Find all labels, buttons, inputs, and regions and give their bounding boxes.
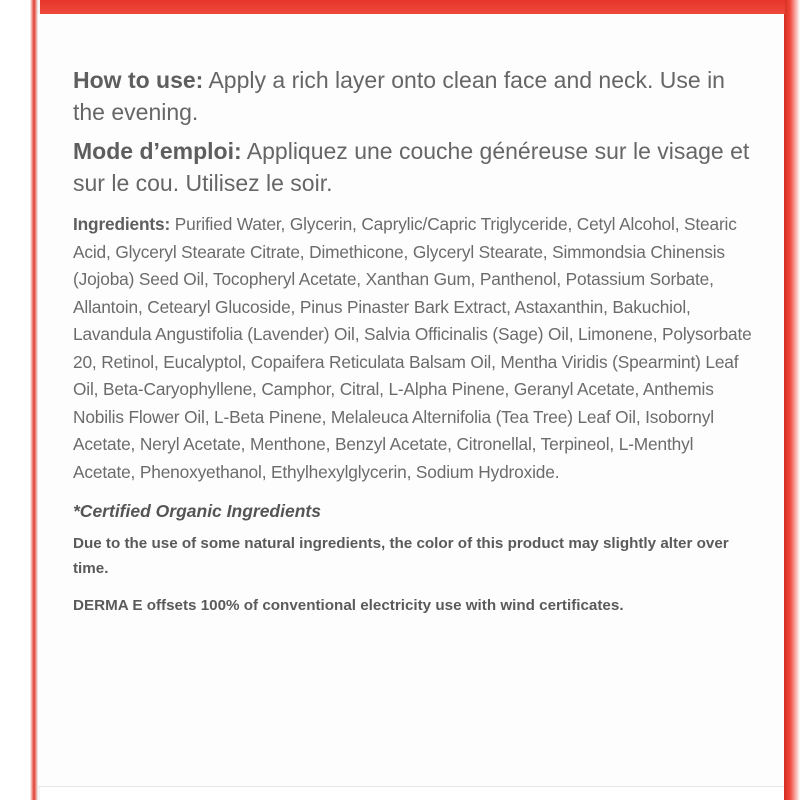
mode-emploi-section bbox=[73, 135, 753, 199]
box-left-edge bbox=[0, 0, 40, 800]
red-top-band bbox=[40, 0, 785, 14]
mode-emploi-label: Mode d’emploi: bbox=[73, 138, 242, 164]
mode-emploi-text: Appliquez une couche généreuse sur le visage et sur le cou. Utilisez le soir. bbox=[73, 138, 750, 196]
color-alter-notice: Due to the use of some natural ingredients, the color of this product may slightly alter over time. bbox=[73, 535, 729, 577]
ingredients-list: Purified Water, Glycerin, Caprylic/Capric Triglyceride, Cetyl Alcohol, Stearic Acid, Glyceryl Stearate Citrate, Dimethicone, Glyceryl Stearate, Simmondsia Chinensis (Jojoba) Seed Oil, Tocopheryl Acetate, Xanthan Gum, Panthenol, Potassium Sorbate, Allantoin, Cetearyl Glucoside, Pinus Pinaster Bark Extract, Astaxanthin, Bakuchiol, Lavandula Angustifolia (Lavender) Oil, Salvia Officinalis (Sage) Oil, Limonene, Polysorbate 20, Retinol, Eucalyptol, Copaifera Reticulata Balsam Oil, Mentha Viridis (Spearmint) Leaf Oil, Beta-Caryophyllene, Camphor, Citral, L-Alpha Pinene, Geranyl Acetate, Anthemis Nobilis Flower Oil, L-Beta Pinene, Melaleuca Alternifolia (Tea Tree) Leaf Oil, Isobornyl Acetate, Neryl Acetate, Menthone, Benzyl Acetate, Citronellal, Terpineol, L-Menthyl Acetate, Phenoxyethanol, Ethylhexylglycerin, Sodium Hydroxide. bbox=[73, 214, 752, 482]
label-text bbox=[73, 64, 753, 617]
box-right-edge bbox=[784, 0, 800, 800]
certified-organic-note: *Certified Organic Ingredients bbox=[73, 501, 321, 521]
how-to-use-section bbox=[73, 64, 753, 128]
wind-offset-notice: DERMA E offsets 100% of conventional electricity use with wind certificates. bbox=[73, 597, 624, 614]
how-to-use-text: Apply a rich layer onto clean face and neck. Use in the evening. bbox=[73, 67, 725, 125]
ingredients-section bbox=[73, 211, 753, 486]
how-to-use-label: How to use: bbox=[73, 67, 204, 93]
ingredients-label: Ingredients: bbox=[73, 214, 171, 234]
